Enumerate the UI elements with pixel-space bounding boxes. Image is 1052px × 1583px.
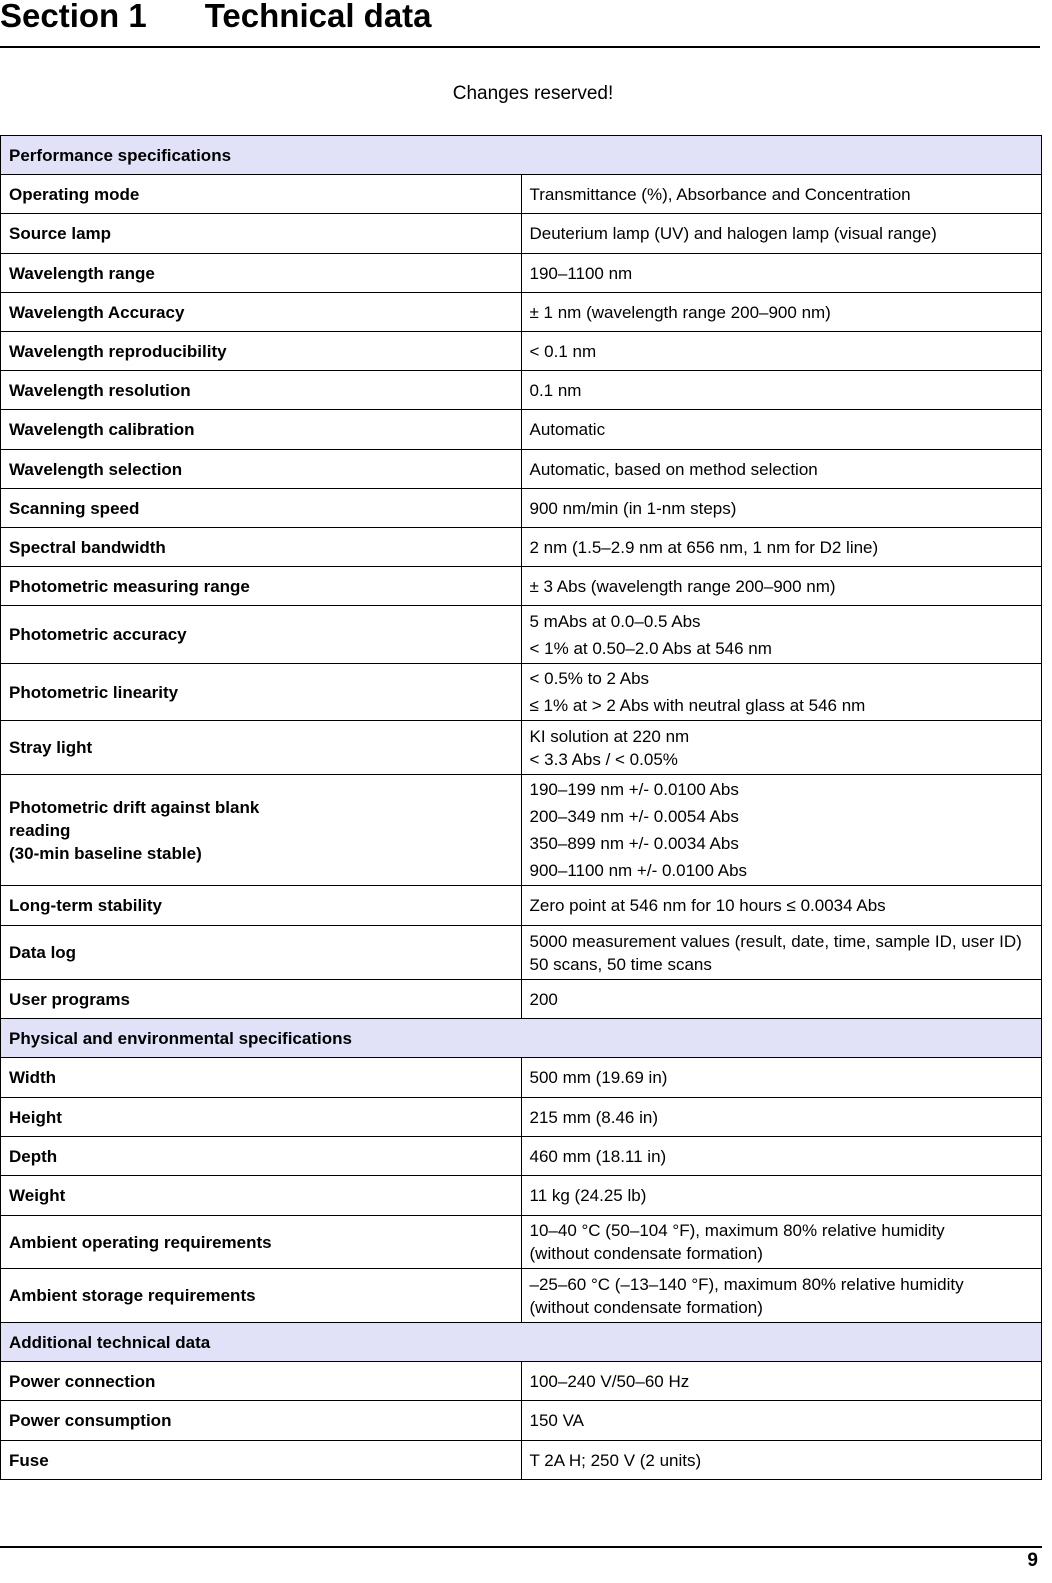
spec-label: Photometric accuracy (1, 606, 522, 664)
value-line: 50 scans, 50 time scans (529, 954, 712, 974)
spec-value: Automatic, based on method selection (521, 450, 1042, 489)
spec-value (521, 606, 1042, 664)
spec-label: Spectral bandwidth (1, 528, 522, 567)
spec-row-wavelength-selection (1, 450, 1042, 489)
section-label: Section 1 (0, 0, 147, 34)
spec-label: Photometric linearity (1, 664, 522, 721)
spec-row-operating-mode (1, 175, 1042, 214)
value-line: 5 mAbs at 0.0–0.5 Abs (529, 611, 701, 631)
section-heading (0, 0, 432, 36)
spec-label: User programs (1, 980, 522, 1019)
spec-label (1, 775, 522, 886)
spec-row-photometric-drift (1, 775, 1042, 886)
spec-row-depth (1, 1137, 1042, 1176)
value-line: ≤ 1% at > 2 Abs with neutral glass at 546 nm (529, 696, 866, 715)
spec-value: 0.1 nm (521, 371, 1042, 410)
spec-label: Operating mode (1, 175, 522, 214)
spec-value: Transmittance (%), Absorbance and Concentration (521, 175, 1042, 214)
section-row-performance (1, 136, 1042, 175)
value-line: 190–199 nm +/- 0.0100 Abs (529, 780, 739, 799)
spec-label: Wavelength resolution (1, 371, 522, 410)
spec-row-power-connection (1, 1362, 1042, 1401)
value-line: 10–40 °C (50–104 °F), maximum 80% relative humidity (529, 1221, 945, 1240)
spec-row-user-programs (1, 980, 1042, 1019)
spec-row-photometric-measuring-range (1, 567, 1042, 606)
heading-rule (0, 46, 1040, 48)
spec-row-wavelength-resolution (1, 371, 1042, 410)
footer-rule (0, 1546, 1042, 1548)
section-title: Technical data (204, 0, 432, 34)
spec-label: Ambient storage requirements (1, 1269, 522, 1323)
spec-value: 150 VA (521, 1401, 1042, 1441)
spec-label: Fuse (1, 1441, 522, 1480)
spec-row-power-consumption (1, 1401, 1042, 1441)
spec-row-wavelength-calibration (1, 410, 1042, 450)
spec-value (521, 664, 1042, 721)
spec-label: Weight (1, 1176, 522, 1216)
spec-label: Source lamp (1, 214, 522, 254)
spec-row-stray-light (1, 721, 1042, 775)
changes-notice: Changes reserved! (452, 83, 614, 104)
spec-label: Photometric measuring range (1, 567, 522, 606)
spec-label: Long-term stability (1, 886, 522, 926)
spec-label: Depth (1, 1137, 522, 1176)
value-line: 350–899 nm +/- 0.0034 Abs (529, 834, 739, 853)
section-heading-performance: Performance specifications (1, 136, 1042, 175)
section-heading-physical: Physical and environmental specifications (1, 1019, 1042, 1058)
spec-label: Wavelength calibration (1, 410, 522, 450)
spec-value: 11 kg (24.25 lb) (521, 1176, 1042, 1216)
spec-value: 190–1100 nm (521, 254, 1042, 293)
value-line: KI solution at 220 nm (529, 726, 690, 746)
value-line: –25–60 °C (–13–140 °F), maximum 80% relative humidity (529, 1274, 964, 1294)
spec-value: 500 mm (19.69 in) (521, 1058, 1042, 1098)
value-line: < 1% at 0.50–2.0 Abs at 546 nm (529, 638, 772, 658)
spec-row-ambient-storage (1, 1269, 1042, 1323)
spec-label: Wavelength selection (1, 450, 522, 489)
spec-label: Wavelength reproducibility (1, 332, 522, 371)
spec-row-weight (1, 1176, 1042, 1216)
spec-value: 200 (521, 980, 1042, 1019)
value-line: (without condensate formation) (529, 1244, 763, 1263)
spec-label: Wavelength range (1, 254, 522, 293)
label-line: Photometric drift against blank (9, 797, 260, 817)
spec-label: Ambient operating requirements (1, 1216, 522, 1269)
spec-value: Deuterium lamp (UV) and halogen lamp (visual range) (521, 214, 1042, 254)
spec-value (521, 926, 1042, 980)
spec-value (521, 1269, 1042, 1323)
spec-row-wavelength-reproducibility (1, 332, 1042, 371)
spec-row-data-log (1, 926, 1042, 980)
spec-label: Data log (1, 926, 522, 980)
value-line: 200–349 nm +/- 0.0054 Abs (529, 807, 739, 826)
spec-value: ± 1 nm (wavelength range 200–900 nm) (521, 293, 1042, 332)
spec-label: Power consumption (1, 1401, 522, 1441)
spec-row-wavelength-range (1, 254, 1042, 293)
section-heading-additional: Additional technical data (1, 1323, 1042, 1362)
spec-value: T 2A H; 250 V (2 units) (521, 1441, 1042, 1480)
spec-row-source-lamp (1, 214, 1042, 254)
spec-label: Wavelength Accuracy (1, 293, 522, 332)
spec-row-spectral-bandwidth (1, 528, 1042, 567)
value-line: (without condensate formation) (529, 1297, 763, 1317)
spec-row-width (1, 1058, 1042, 1098)
value-line: 900–1100 nm +/- 0.0100 Abs (529, 861, 748, 880)
spec-table (0, 135, 1042, 1480)
spec-row-photometric-linearity (1, 664, 1042, 721)
spec-value: 460 mm (18.11 in) (521, 1137, 1042, 1176)
value-line: < 3.3 Abs / < 0.05% (529, 749, 678, 769)
section-row-additional (1, 1323, 1042, 1362)
spec-row-long-term-stability (1, 886, 1042, 926)
spec-value: 2 nm (1.5–2.9 nm at 656 nm, 1 nm for D2 line) (521, 528, 1042, 567)
spec-value (521, 721, 1042, 775)
spec-value: < 0.1 nm (521, 332, 1042, 371)
spec-value: ± 3 Abs (wavelength range 200–900 nm) (521, 567, 1042, 606)
page-number: 9 (1027, 1550, 1038, 1571)
spec-value: 100–240 V/50–60 Hz (521, 1362, 1042, 1401)
spec-label: Height (1, 1098, 522, 1137)
spec-row-ambient-operating (1, 1216, 1042, 1269)
spec-row-photometric-accuracy (1, 606, 1042, 664)
section-row-physical (1, 1019, 1042, 1058)
spec-value: 215 mm (8.46 in) (521, 1098, 1042, 1137)
label-line: reading (9, 820, 71, 840)
spec-label: Stray light (1, 721, 522, 775)
spec-label: Power connection (1, 1362, 522, 1401)
spec-row-scanning-speed (1, 489, 1042, 528)
spec-value (521, 775, 1042, 886)
spec-value: Zero point at 546 nm for 10 hours ≤ 0.0034 Abs (521, 886, 1042, 926)
spec-row-wavelength-accuracy (1, 293, 1042, 332)
spec-row-height (1, 1098, 1042, 1137)
value-line: < 0.5% to 2 Abs (529, 669, 650, 688)
spec-value (521, 1216, 1042, 1269)
spec-value: Automatic (521, 410, 1042, 450)
spec-label: Width (1, 1058, 522, 1098)
value-line: 5000 measurement values (result, date, time, sample ID, user ID) (529, 931, 1022, 951)
label-line: (30-min baseline stable) (9, 843, 202, 863)
spec-value: 900 nm/min (in 1-nm steps) (521, 489, 1042, 528)
spec-row-fuse (1, 1441, 1042, 1480)
spec-label: Scanning speed (1, 489, 522, 528)
